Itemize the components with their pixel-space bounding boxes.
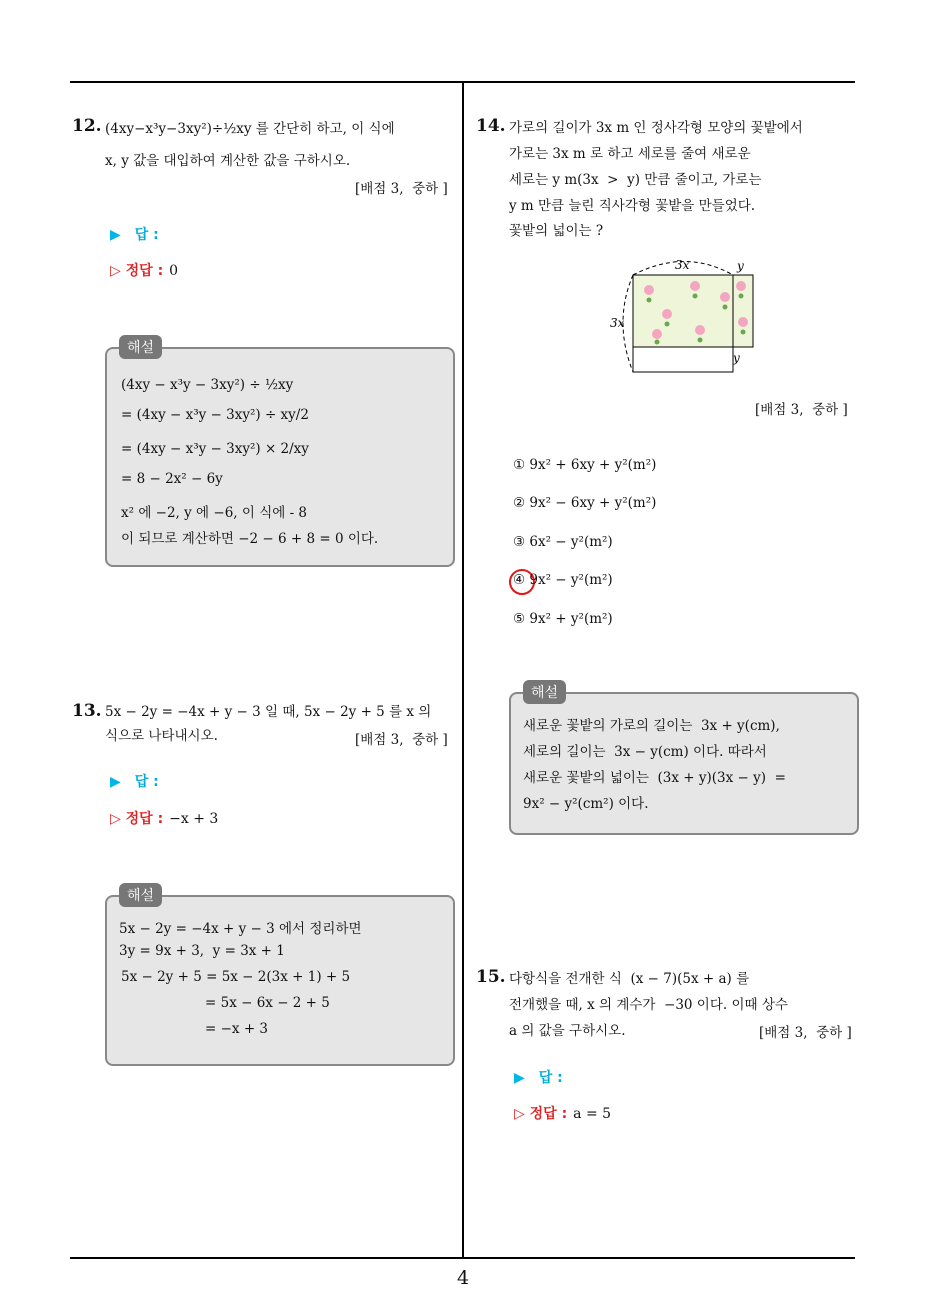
question-number: 15. [476,967,506,987]
question-text-line1: 5x − 2y = −4x + y − 3 일 때, 5x − 2y + 5 를 x 의 [105,704,432,720]
choice-1[interactable]: ① 9x² + 6xy + y²(m²) [513,457,657,473]
choice-2[interactable]: ② 9x² − 6xy + y²(m²) [513,495,657,511]
hollow-triangle-icon: ▷ [110,811,126,827]
choice-3[interactable]: ③ 6x² − y²(m²) [513,534,613,550]
explanation-line: 이 되므로 계산하면 −2 − 6 + 8 = 0 이다. [121,531,379,547]
triangle-icon: ▶ [110,774,121,790]
correct-label: 정답 : [125,263,164,279]
choice-5[interactable]: ⑤ 9x² + y²(m²) [513,611,613,627]
question-text-line1: (4xy−x³y−3xy²)÷½xy 를 간단히 하고, 이 식에 [105,121,395,137]
correct-value: a = 5 [573,1106,612,1122]
explanation-line: = 8 − 2x² − 6y [121,471,223,487]
correct-value: −x + 3 [169,811,219,827]
score-label: [배점 3, 중하 ] [755,402,848,418]
figure-label-top-right: y [737,259,744,273]
explanation-line: 5x − 2y + 5 = 5x − 2(3x + 1) + 5 [121,969,351,985]
question-text-line3: a 의 값을 구하시오. [509,1023,626,1039]
explanation-box [105,340,455,567]
explanation-line: = 5x − 6x − 2 + 5 [205,995,330,1011]
explanation-box [105,888,455,1066]
answer-label: 답 : [134,774,159,790]
bottom-rule [70,1257,855,1259]
question-text-line1: 다항식을 전개한 식 (x − 7)(5x + a) 를 [509,971,750,987]
explanation-line: x² 에 −2, y 에 −6, 이 식에 - 8 [121,505,308,521]
question-text-line: 가로는 3x m 로 하고 세로를 줄여 새로운 [509,146,751,162]
answer-field[interactable] [110,771,159,791]
column-divider [462,83,464,1258]
explanation-tag: 해설 [119,883,162,907]
correct-answer [110,808,218,828]
score-label: [배점 3, 중하 ] [355,732,448,748]
question-text-line: 꽃밭의 넓이는 ? [509,223,604,239]
explanation-line: 새로운 꽃밭의 가로의 길이는 3x + y(cm), [523,718,780,734]
correct-value: 0 [169,263,179,279]
explanation-line: 9x² − y²(cm²) 이다. [523,796,649,812]
explanation-line: (4xy − x³y − 3xy²) ÷ ½xy [121,377,294,393]
correct-answer [514,1103,611,1123]
score-label: [배점 3, 중하 ] [759,1025,852,1041]
explanation-line: = (4xy − x³y − 3xy²) ÷ xy/2 [121,407,309,423]
explanation-tag: 해설 [523,680,566,704]
choice-4[interactable]: ④ 9x² − y²(m²) [513,572,613,588]
figure-label-bottom-right: y [733,351,740,365]
figure-label-left: 3x [610,316,625,330]
hollow-triangle-icon: ▷ [514,1106,530,1122]
triangle-icon: ▶ [110,227,121,243]
question-text-line: 가로의 길이가 3x m 인 정사각형 모양의 꽃밭에서 [509,120,803,136]
question-text-line2: 식으로 나타내시오. [105,728,218,744]
question-text-line: y m 만큼 늘린 직사각형 꽃밭을 만들었다. [509,198,756,214]
score-label: [배점 3, 중하 ] [355,181,448,197]
answer-field[interactable] [514,1067,563,1087]
answer-label: 답 : [134,227,159,243]
figure-label-top: 3x [675,258,690,272]
explanation-tag: 해설 [119,335,162,359]
explanation-line: 세로의 길이는 3x − y(cm) 이다. 따라서 [523,744,767,760]
answer-field[interactable] [110,224,159,244]
correct-label: 정답 : [529,1106,568,1122]
question-text-line: 세로는 y m(3x > y) 만큼 줄이고, 가로는 [509,172,762,188]
explanation-box [509,685,859,835]
hollow-triangle-icon: ▷ [110,263,126,279]
answer-label: 답 : [538,1070,563,1086]
question-text-line2: 전개했을 때, x 의 계수가 −30 이다. 이때 상수 [509,997,788,1013]
explanation-line: 3y = 9x + 3, y = 3x + 1 [119,943,285,959]
correct-label: 정답 : [125,811,164,827]
question-number: 13. [72,701,102,721]
correct-answer [110,260,178,280]
explanation-line: 5x − 2y = −4x + y − 3 에서 정리하면 [119,921,362,937]
question-number: 12. [72,116,102,136]
page-number: 4 [456,1267,470,1289]
question-text-line2: x, y 값을 대입하여 계산한 값을 구하시오. [105,153,351,169]
explanation-line: = −x + 3 [205,1021,269,1037]
triangle-icon: ▶ [514,1070,525,1086]
explanation-line: 새로운 꽃밭의 넓이는 (3x + y)(3x − y) = [523,770,786,786]
flowerbed-figure [605,252,765,377]
question-number: 14. [476,116,506,136]
explanation-line: = (4xy − x³y − 3xy²) × 2/xy [121,441,309,457]
